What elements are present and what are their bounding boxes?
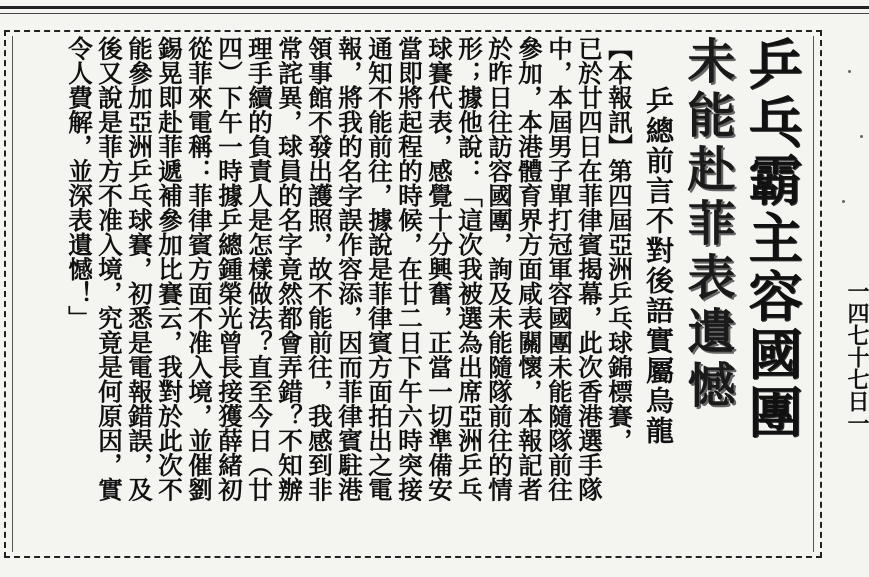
headline-secondary: 未能赴菲表遺憾 [679, 36, 735, 414]
body-column: 當即將起程的時候，在廿二日下午六時突接 [395, 36, 424, 502]
lead-text: 第四屆亞洲乒乓球錦標賽， [605, 158, 634, 453]
body-column: 報，將我的名字誤作容添，因而菲律賓駐港 [335, 36, 364, 502]
print-speck [860, 135, 863, 138]
body-column: 通知不能前往，據說是菲律賓方面拍出之電 [365, 36, 394, 502]
body-column-lead [604, 36, 634, 541]
headline-main: 乒乓霸主容國團 [740, 36, 803, 442]
body-column: 四）下午一時據乒總鍾榮光曾長接獲薛緒初 [215, 36, 244, 502]
print-speck [848, 70, 851, 73]
body-column: 能參加亞洲乒乓球賽，初悉是電報錯誤，及 [125, 36, 154, 502]
margin-text: 一四七十七日一 [844, 280, 869, 434]
subheadline: 乒總前言不對後語實屬烏龍 [642, 86, 675, 446]
body-column: 球賽代表，感覺十分興奮，正當一切準備安 [425, 36, 454, 502]
body-column: 形；據他說：「這次我被選為出席亞洲乒乓 [455, 36, 484, 502]
body-column: 參加，本港體育界方面咸表關懷，本報記者 [515, 36, 544, 502]
body-column: 已於廿四日在菲律賓揭幕，此次香港選手隊 [575, 36, 604, 502]
body-column: 領事館不發出護照，故不能前往，我感到非 [305, 36, 334, 502]
body-column: 錫晃即赴菲遞補參加比賽云，我對於此次不 [155, 36, 184, 502]
print-speck [842, 200, 845, 203]
body-column: 後又說是菲方不准入境，究竟是何原因，實 [95, 36, 124, 502]
body-column: 常詫異，球員的名字竟然都會弄錯？不知辦 [275, 36, 304, 502]
body-column: 中，本屆男子單打冠軍容國團未能隨隊前往 [545, 36, 574, 502]
top-rule-thin [0, 13, 869, 14]
top-rule [0, 6, 869, 9]
dateline-tag: 【本報訊】 [605, 36, 634, 159]
body-column: 從菲來電稱：菲律賓方面不准入境，並催劉 [185, 36, 214, 502]
body-column: 於昨日往訪容國團，詢及未能隨隊前往的情 [485, 36, 514, 502]
body-column: 令人費解，並深表遺憾！」 [65, 36, 94, 330]
article [20, 36, 810, 541]
body-column: 理手續的負責人是怎樣做法？直至今日（廿 [245, 36, 274, 502]
